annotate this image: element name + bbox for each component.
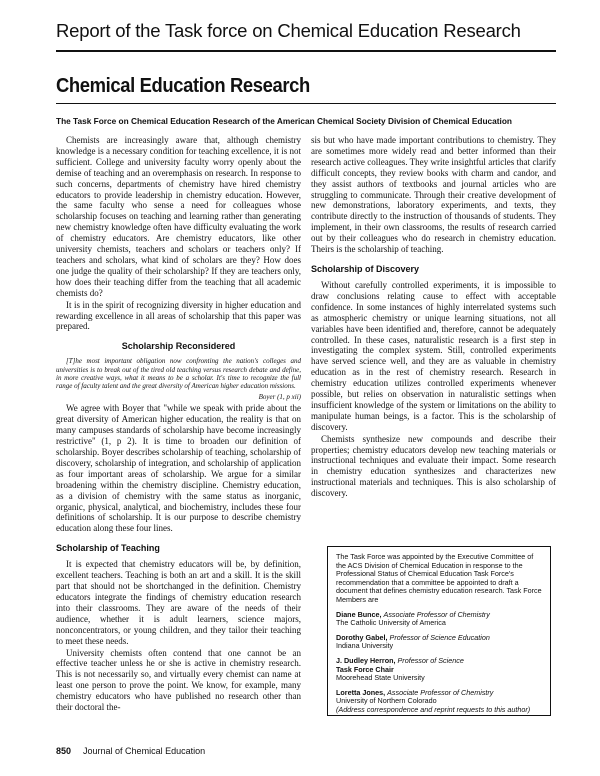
member-role: Professor of Science: [397, 655, 464, 665]
paragraph: Chemists synthesize new compounds and describe their properties; chemistry educators develop new teaching materials or instructional techniques and evaluate their impact. Some research in chemistry education synthesizes and characterizes new instructional materials and techniques. This is also scholarship of discovery.: [311, 433, 556, 499]
left-column: [56, 135, 301, 713]
paragraph: University chemists often contend that one cannot be an effective teacher unless he or she is active in chemistry research. This is not necessarily so, and virtually every chemist can name at least one person to prove the point. We know, for example, many chemistry educators who have published no research other than their doctoral the-: [56, 647, 301, 713]
box-intro: The Task Force was appointed by the Executive Committee of the ACS Division of Chemical Education in response to the Professional Status of Chemical Education Task Force's recommendation that a committee be appointed to draft a document that defines chemistry education research. Task Force Members are: [336, 552, 542, 604]
paragraph: It is expected that chemistry educators will be, by definition, excellent teachers. Teaching is both an art and a skill. It is the skill part that should not be shortchanged in the definition. Chemistry educators integrate the findings of chemistry education research into their classrooms. They are aware of the needs of their audience, whether it is adult learners, science majors, nonconcentrators, or young children, and they tailor their teaching to meet these needs.: [56, 559, 301, 646]
section-heading-teaching: Scholarship of Teaching: [56, 543, 160, 554]
member-extra: Moorehead State University: [336, 673, 425, 683]
paragraph: Without carefully controlled experiments, it is impossible to draw conclusions relating cause to effect with acceptable confidence. In some instances of highly interrelated systems such as atmospheric chemistry or unique learning situations, not all variables have been identified and, therefore, cannot be adequately controlled. In these cases, naturalistic research is a first step in investigating the complex system. Still, controlled experiments have served science well, and they are as valuable in chemistry education as in the rest of chemistry research. Research in chemistry education utilizes controlled experiments whenever possible, but relies on observation in naturalistic settings when insufficient knowledge of the system or limitations on the ability to manipulate human beings, is a factor. This is the scholarship of discovery.: [311, 279, 556, 432]
article-title: Chemical Education Research: [56, 75, 310, 97]
section-heading-reconsidered: Scholarship Reconsidered: [121, 341, 236, 352]
member-affiliation: University of Northern Colorado: [336, 696, 437, 706]
member-entry: [336, 689, 542, 715]
title-rule: [56, 103, 556, 104]
task-force-box: [327, 546, 551, 716]
member-role: Associate Professor of Chemistry: [383, 609, 490, 619]
header-rule: [56, 50, 556, 52]
member-extra: (Address correspondence and reprint requests to this author): [336, 704, 531, 714]
paragraph: It is in the spirit of recognizing diversity in higher education and rewarding excellence in all areas of scholarship that this paper was prepared.: [56, 299, 301, 332]
member-affiliation: The Catholic University of America: [336, 618, 446, 628]
journal-name: Journal of Chemical Education: [83, 746, 206, 756]
page-footer: [56, 746, 205, 756]
member-role: Professor of Science Education: [389, 632, 490, 642]
right-column: [311, 135, 556, 499]
member-entry: [336, 634, 542, 651]
member-entry: [336, 657, 542, 683]
member-affiliation: Task Force Chair: [336, 664, 394, 674]
epigraph: [T]he most important obligation now confronting the nation's colleges and universities is to break out of the tired old teaching versus research debate and define, in more creative ways, what it means to be a scholar. It's time to recognize the full range of faculty talent and the great diversity of American higher education missions.: [56, 357, 301, 391]
paragraph: sis but who have made important contributions to chemistry. They are sometimes more widely read and better informed than their research active colleagues. They write insightful articles that clarify difficult concepts, they review books with charm and candor, and they assist authors of textbooks and journal articles who are struggling to communicate. Through their creative development of new demonstrations, laboratory experiments, and texts, they contribute directly to the instruction of thousands of students. They implement, in their own classrooms, the results of research carried out by their colleagues who do research in chemistry education. Theirs is the scholarship of teaching.: [311, 135, 556, 255]
member-role: Associate Professor of Chemistry: [387, 687, 494, 697]
member-affiliation: Indiana University: [336, 641, 394, 651]
member-name: Loretta Jones,: [336, 687, 386, 697]
article-subtitle: The Task Force on Chemical Education Research of the American Chemical Society Division of Chemical Education: [56, 116, 512, 126]
paragraph: Chemists are increasingly aware that, although chemistry knowledge is a necessary condition for teaching excellence, it is not sufficient. College and university faculty worry openly about the demise of teaching and an overemphasis on research. In response to such concerns, departments of chemistry have hired chemistry educators to provide leadership in chemistry education. However, the same faculty who sense a need for colleagues whose scholarship focuses on teaching and learning rather than generating new chemistry knowledge often have difficulty evaluating the work of chemistry educators. Are chemistry educators, like other university chemists, teachers and scholars or teachers only? If teachers and scholars, what kind of scholars are they? How does one judge the quality of their scholarship? If they are teachers only, how does their teaching differ from the teaching that all academic chemists do?: [56, 135, 301, 298]
page-number: 850: [56, 746, 72, 756]
paragraph: We agree with Boyer that "while we speak with pride about the great diversity of American higher education, the reality is that on many campuses standards of scholarship have become increasingly restrictive" (1, p 2). It is time to broaden our definition of scholarship. Boyer describes scholarship of teaching, scholarship of discovery, scholarship of integration, and scholarship of application as four important areas of scholarship. We argue for a similar broadening within the chemistry discipline. Chemistry education, as a division of chemistry with the same status as inorganic, organic, physical, analytical, and biochemistry, includes these four definitions of scholarship. It is our purpose to describe chemistry education along these four lines.: [56, 403, 301, 534]
section-heading-discovery: Scholarship of Discovery: [311, 263, 420, 274]
member-entry: [336, 611, 542, 628]
member-name: Diane Bunce,: [336, 609, 382, 619]
epigraph-attribution: Boyer (1, p xii): [258, 392, 301, 401]
running-head: Report of the Task force on Chemical Education Research: [56, 20, 521, 41]
member-name: Dorothy Gabel,: [336, 632, 388, 642]
member-name: J. Dudley Herron,: [336, 655, 396, 665]
